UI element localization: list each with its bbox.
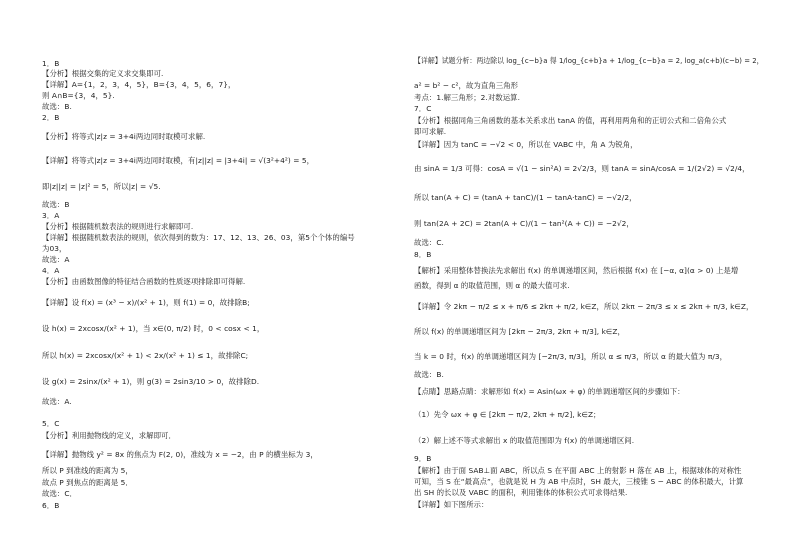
text-line: 【详解】抛物线 y² = 8x 的焦点为 F(2, 0)，准线为 x = −2，由 P 的横坐标为 3， [42,450,318,459]
text-line: 【详解】A={1，2，3，4，5}，B={3，4，5，6，7}， [42,80,236,89]
text-line: 【详解】设 f(x) = (x³ − x)/(x² + 1)，则 f(1) = 0，故排除B; [42,298,250,307]
answer-4: 4．A [42,266,60,275]
answer-1: 1．B [42,59,60,68]
text-line: 【解析】由于面 SAB⊥面 ABC，所以点 S 在平面 ABC 上的射影 H 落在 AB 上，根据球体的对称性 [414,466,742,475]
text-line: 为03， [42,244,67,253]
text-line: 【分析】根据随机数表法的规则进行求解即可. [42,222,194,231]
answer-3: 3．A [42,211,60,220]
text-line: 【详解】如下图所示： [414,500,489,509]
text-line: 当 k = 0 时，f(x) 的单调递增区间为 [−2π/3, π/3]，所以 α ≤ π/3，所以 α 的最大值为 π/3， [414,352,728,361]
text-line: 考点：1.解三角形；2.对数运算. [414,93,520,102]
text-line: （2）解上述不等式求解出 x 的取值范围即为 f(x) 的单调递增区间. [414,436,635,445]
text-line: 则 A∩B={3，4，5}. [42,91,115,100]
text-line: 所以 h(x) = 2xcosx/(x² + 1) < 2x/(x² + 1) ≤ 1，故排除C; [42,351,249,360]
text-line: 所以 P 到准线的距离为 5， [42,466,133,475]
answer-6: 6．B [42,501,60,510]
text-line: 所以 tan(A + C) = (tanA + tanC)/(1 − tanA·tanC) = −√2/2， [414,193,637,202]
answer-9: 9．B [414,454,432,463]
text-line: 【详解】试题分析：两边除以 log_{c−b}a 得 1/log_{c+b}a + 1/log_{c−b}a = 2, log_a(c+b)(c−b) = 2， [414,56,764,65]
text-line: 【分析】将等式|z|z = 3+4i两边同时取模可求解. [42,132,206,141]
text-line: 即可求解. [414,127,447,136]
text-line: 故选：A. [42,397,72,406]
text-line: 出 SH 的长以及 VABC 的面积，利用锥体的体积公式可求得结果. [414,488,628,497]
text-line: （1）先令 ωx + φ ∈ [2kπ − π/2, 2kπ + π/2], k∈Z； [414,410,601,419]
text-line: 故选：B [42,200,70,209]
text-line: 【点睛】思路点睛：求解形如 f(x) = Asin(ωx + φ) 的单调递增区间的步骤如下： [414,387,685,396]
text-line: 即|z||z| = |z|² = 5，所以|z| = √5. [42,182,161,191]
text-line: 【解析】采用整体替换法先求解出 f(x) 的单调递增区间，然后根据 f(x) 在 [−α, α](α > 0) 上是增 [414,266,739,275]
text-line: 函数，得到 α 的取值范围，则 α 的最大值可求. [414,281,570,290]
text-line: 由 sinA = 1/3 可得：cosA = √(1 − sin²A) = 2√2/3，则 tanA = sinA/cosA = 1/(2√2) = √2/4， [414,164,750,173]
text-line: 设 g(x) = 2sinx/(x² + 1)，则 g(3) = 2sin3/10 > 0，故排除D. [42,377,260,386]
text-line: 可知，当 S 在“最高点”，也就是说 H 为 AB 中点时，SH 最大，三棱锥 S − ABC 的体积最大，计算 [414,477,744,486]
text-line: 所以 f(x) 的单调递增区间为 [2kπ − 2π/3, 2kπ + π/3], k∈Z， [414,327,625,336]
text-line: 故选：B. [414,370,444,379]
answer-8: 8．B [414,250,432,259]
text-line: 【详解】根据随机数表法的规则，依次得到的数为：17、12、13、26、03，第5个个体的编号 [42,233,355,242]
text-line: a² = b² − c²，故为直角三角形 [414,81,519,90]
text-line: 【分析】利用抛物线的定义，求解即可． [42,431,176,440]
text-line: 【分析】由函数图像的特征结合函数的性质逐项排除即可得解. [42,277,246,286]
text-line: 设 h(x) = 2xcosx/(x² + 1)，当 x∈(0, π/2) 时，0 < cosx < 1， [42,324,265,333]
answer-2: 2．B [42,113,60,122]
text-line: 【详解】将等式|z|z = 3+4i两边同时取模，有|z||z| = |3+4i| = √(3²+4²) = 5， [42,156,315,165]
text-line: 故选：A [42,255,70,264]
answer-5: 5．C [42,419,60,428]
answer-7: 7．C [414,104,432,113]
text-line: 【详解】因为 tanC = −√2 < 0，所以在 VABC 中，角 A 为锐角， [414,140,638,149]
text-line: 故选：B. [42,102,72,111]
text-line: 则 tan(2A + 2C) = 2tan(A + C)/(1 − tan²(A + C)) = −2√2， [414,219,634,228]
text-line: 【详解】令 2kπ − π/2 ≤ x + π/6 ≤ 2kπ + π/2, k∈Z，所以 2kπ − 2π/3 ≤ x ≤ 2kπ + π/3, k∈Z， [414,302,754,311]
text-line: 故选：C. [414,238,444,247]
text-line: 故选：C． [42,489,77,498]
text-line: 故点 P 到焦点的距离是 5． [42,478,133,487]
text-line: 【分析】根据同角三角函数的基本关系求出 tanA 的值，再利用两角和的正切公式和二倍角公式 [414,116,727,125]
text-line: 【分析】根据交集的定义求交集即可. [42,69,164,78]
